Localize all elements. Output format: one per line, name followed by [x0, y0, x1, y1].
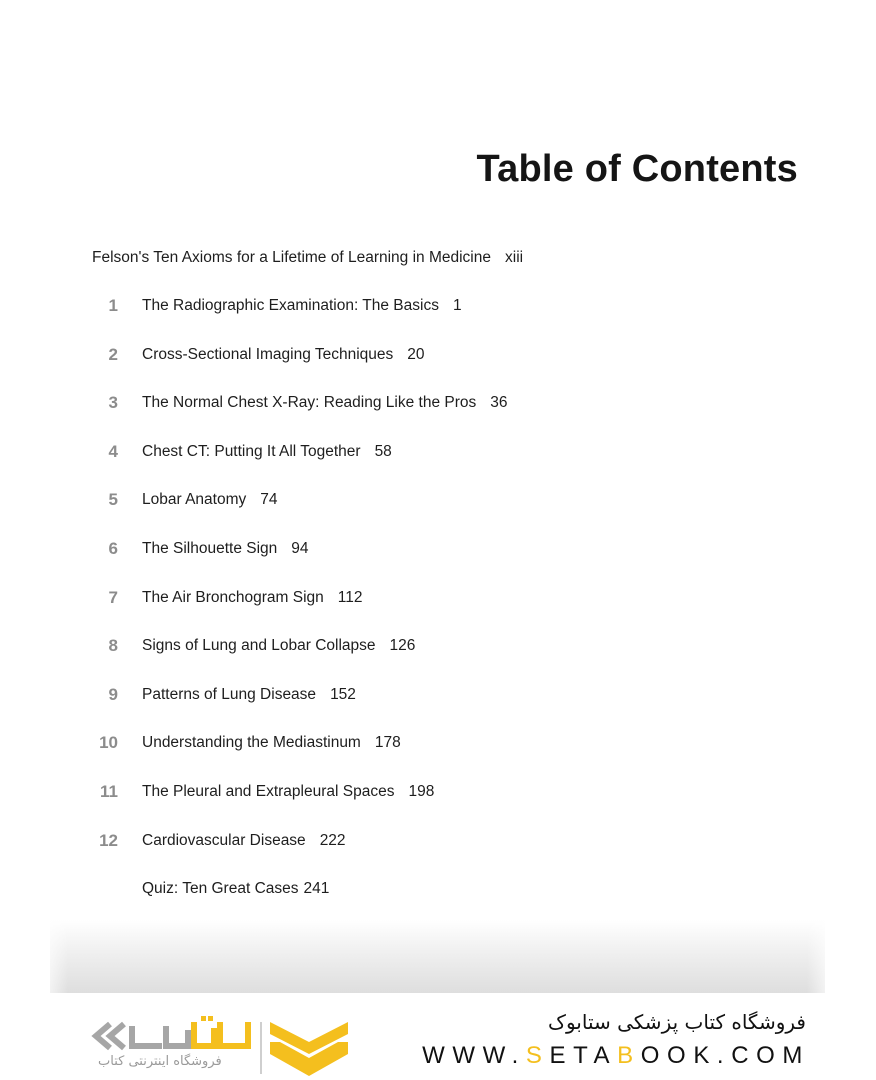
back-matter-page: 241 — [303, 880, 330, 897]
page-title: Table of Contents — [476, 148, 798, 190]
store-name: فروشگاه کتاب پزشکی ستابوک — [548, 1010, 806, 1034]
chapter-title: The Silhouette Sign — [142, 540, 278, 557]
logo-divider — [260, 1022, 262, 1074]
toc-entry-page: xiii — [505, 249, 524, 266]
page-bottom-shadow — [50, 920, 825, 993]
chapter-number: 11 — [100, 782, 118, 801]
toc-entry-title: Felson's Ten Axioms for a Lifetime of Learning in Medicine — [92, 249, 491, 266]
chapter-page: 58 — [374, 442, 392, 460]
chapter-number: 8 — [108, 636, 118, 656]
chapter-number: 9 — [108, 684, 118, 704]
chapter-page: 74 — [260, 491, 278, 509]
store-url-link[interactable] — [422, 1042, 810, 1070]
chapter-page: 36 — [490, 394, 508, 412]
chapter-page: 222 — [319, 831, 346, 849]
chapter-page: 1 — [452, 297, 462, 314]
setabook-logo[interactable] — [88, 1016, 348, 1078]
chapter-title: Cardiovascular Disease — [142, 831, 306, 849]
chapter-number: 12 — [99, 830, 118, 850]
chevron-emblem-icon — [270, 1020, 348, 1078]
chapter-number: 5 — [108, 490, 118, 510]
chapter-number: 7 — [108, 587, 118, 607]
url-part: ETA — [549, 1042, 618, 1069]
url-part: OOK.COM — [640, 1042, 810, 1069]
setabook-wordmark-icon — [88, 1016, 253, 1056]
chapter-page: 198 — [408, 783, 435, 800]
chapter-title: The Pleural and Extrapleural Spaces — [142, 783, 395, 800]
back-matter-title: Quiz: Ten Great Cases — [142, 880, 299, 897]
chapter-page: 152 — [330, 685, 356, 703]
url-accent-letter: B — [617, 1042, 641, 1069]
chapter-page: 94 — [291, 540, 309, 557]
url-part: WWW. — [422, 1042, 526, 1069]
logo-tagline: فروشگاه اینترنتی کتاب — [98, 1054, 222, 1069]
chapter-title: The Air Bronchogram Sign — [142, 588, 324, 606]
chapter-number: 1 — [108, 296, 118, 315]
chapter-title: Lobar Anatomy — [142, 491, 247, 509]
chapter-page: 126 — [389, 637, 416, 655]
chapter-page: 112 — [337, 588, 363, 606]
chapter-title: Cross-Sectional Imaging Techniques — [142, 345, 394, 363]
chapter-number: 6 — [108, 539, 118, 558]
chapter-title: Understanding the Mediastinum — [142, 734, 361, 752]
chapter-title: Patterns of Lung Disease — [142, 685, 317, 703]
chapter-number: 4 — [108, 441, 118, 461]
chapter-page: 178 — [374, 734, 401, 752]
url-accent-letter: S — [525, 1042, 550, 1069]
chapter-number: 10 — [99, 733, 118, 753]
chapter-title: The Normal Chest X-Ray: Reading Like the Pros — [142, 394, 477, 412]
chapter-title: Signs of Lung and Lobar Collapse — [142, 637, 376, 655]
toc-front-matter-entry[interactable] — [92, 249, 523, 267]
chapter-title: The Radiographic Examination: The Basics — [142, 297, 439, 314]
chapter-number: 2 — [108, 344, 118, 364]
chapter-title: Chest CT: Putting It All Together — [142, 442, 361, 460]
chapter-page: 20 — [407, 345, 425, 363]
chapter-number: 3 — [108, 393, 118, 413]
